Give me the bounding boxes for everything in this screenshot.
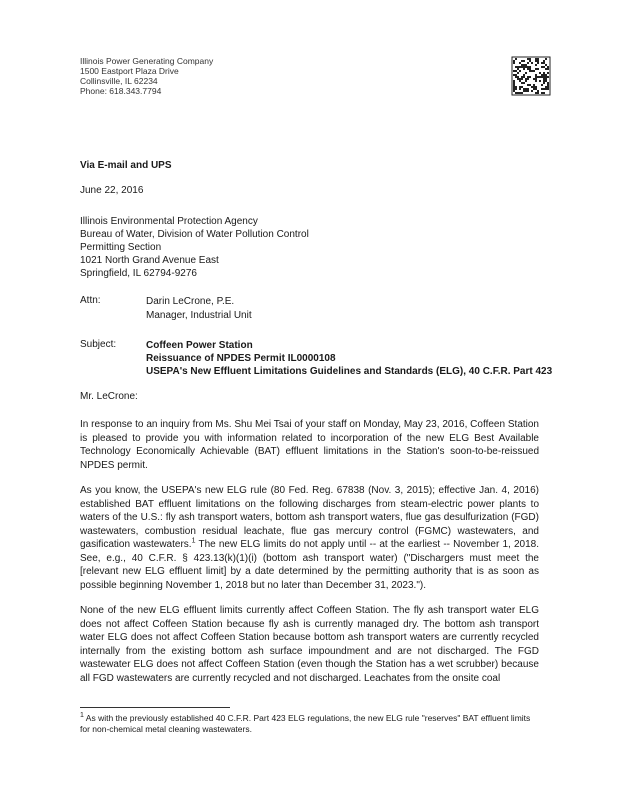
company-city: Collinsville, IL 62234 bbox=[80, 76, 158, 86]
recipient-line: Illinois Environmental Protection Agency bbox=[80, 216, 258, 227]
subject-label: Subject: bbox=[80, 339, 117, 350]
paragraph-2 bbox=[80, 484, 539, 592]
recipient-line: Bureau of Water, Division of Water Pollution Control bbox=[80, 229, 309, 240]
footnote bbox=[80, 713, 540, 735]
paragraph-2-text-a: As you know, the USEPA's new ELG rule (80 Fed. Reg. 67838 (Nov. 3, 2015); effective Jan. 4, 2016) established BAT effluent limitations on the following discharges from steam-electric power plants to waters of the U.S.: fly ash transport waters, bottom ash transport waters, flue gas desulfurization (FGD) wastewaters, combustion residual leachate, flue gas mercury control (FGMC) wastewaters, and gasification wastewaters. bbox=[80, 485, 539, 550]
paragraph-1: In response to an inquiry from Ms. Shu Mei Tsai of your staff on Monday, May 23, 2016, Coffeen Station is pleased to provide you with information related to incorporation of the new ELG Best Available Technology Economically Achievable (BAT) effluent limitations in the Station's soon-to-be-reissued NPDES permit. bbox=[80, 419, 539, 471]
footnote-ref: 1 bbox=[191, 537, 196, 545]
company-name: Illinois Power Generating Company bbox=[80, 56, 214, 66]
subject-block bbox=[146, 339, 552, 378]
paragraph-2-text-b: The new ELG limits do not apply until -- at the earliest -- November 1, 2018. See, e.g., 40 C.F.R. § 423.13(k)(1)(i) (bottom ash transport water) ("Dischargers must meet the [relevant new ELG effluent limit] by a date determined by the permitting authority that is as soon as possible beginning November 1, 2018 but no later than December 31, 2023."). bbox=[80, 539, 539, 591]
recipient-line: Springfield, IL 62794-9276 bbox=[80, 268, 197, 279]
paragraph-3: None of the new ELG effluent limits currently affect Coffeen Station. The fly ash transport water ELG does not affect Coffeen Station because fly ash is currently managed dry. The bottom ash transport water ELG does not affect Coffeen Station because bottom ash transport waters are currently recycled internally from the existing bottom ash surface impoundment and are not discharged. The FGD wastewater ELG does not affect Coffeen Station (even though the Station has a wet scrubber) because all FGD wastewaters are currently recycled and not discharged. Leachates from the onsite coal bbox=[80, 605, 539, 684]
attn-block bbox=[146, 295, 252, 323]
subject-line: USEPA's New Effluent Limitations Guidelines and Standards (ELG), 40 C.F.R. Part 423 bbox=[146, 366, 553, 377]
subject-line: Reissuance of NPDES Permit IL0000108 bbox=[146, 353, 336, 364]
salutation: Mr. LeCrone: bbox=[80, 391, 138, 402]
delivery-method: Via E-mail and UPS bbox=[80, 160, 172, 171]
subject-line: Coffeen Power Station bbox=[146, 340, 253, 351]
footnote-divider bbox=[80, 707, 230, 708]
footnote-marker: 1 bbox=[80, 712, 84, 720]
letter-date: June 22, 2016 bbox=[80, 185, 144, 196]
recipient-address bbox=[80, 215, 309, 280]
recipient-line: 1021 North Grand Avenue East bbox=[80, 255, 219, 266]
recipient-line: Permitting Section bbox=[80, 242, 162, 253]
attn-name: Darin LeCrone, P.E. bbox=[146, 296, 235, 307]
attn-title: Manager, Industrial Unit bbox=[146, 310, 252, 321]
barcode-icon bbox=[511, 56, 551, 96]
company-phone: Phone: 618.343.7794 bbox=[80, 86, 162, 96]
company-street: 1500 Eastport Plaza Drive bbox=[80, 66, 179, 76]
attn-label: Attn: bbox=[80, 295, 101, 306]
letterhead bbox=[80, 56, 213, 96]
footnote-text: As with the previously established 40 C.F.R. Part 423 ELG regulations, the new ELG rule "reserves" BAT effluent limits for non-chemical metal cleaning wastewaters. bbox=[80, 713, 531, 734]
